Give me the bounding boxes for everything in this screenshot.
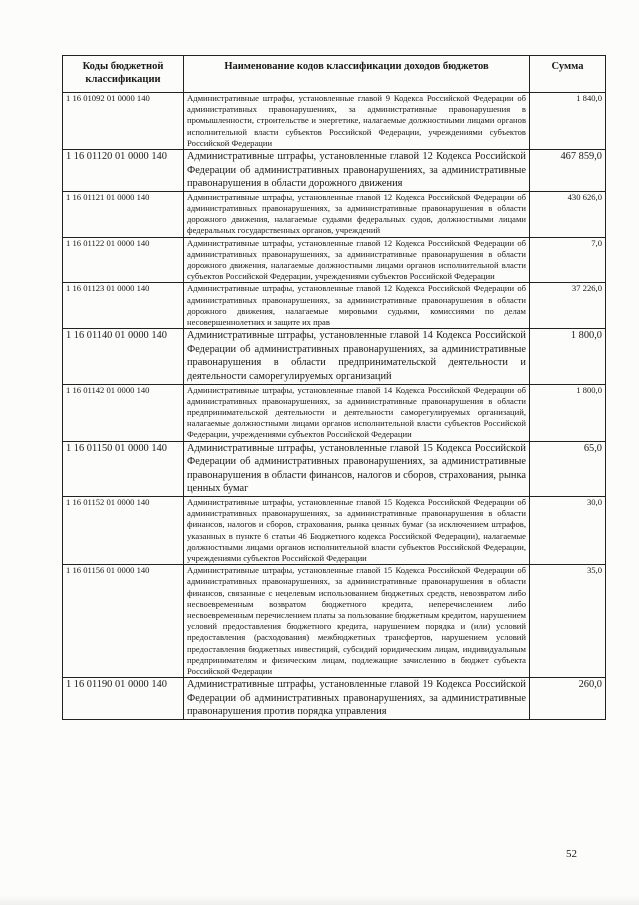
row-sum: 467 859,0: [530, 150, 606, 192]
row-code: 1 16 01140 01 0000 140: [63, 329, 184, 384]
row-code: 1 16 01142 01 0000 140: [63, 384, 184, 441]
row-sum: 37 226,0: [530, 283, 606, 329]
table-row: [63, 191, 606, 237]
table-row: [63, 150, 606, 192]
row-code: 1 16 01122 01 0000 140: [63, 237, 184, 283]
table-row: [63, 237, 606, 283]
row-code: 1 16 01123 01 0000 140: [63, 283, 184, 329]
row-name: Административные штрафы, установленные главой 15 Кодекса Российской Федерации об административных правонарушениях, за административные правонарушения в области финансов, связанные с нецелевым использованием бюджетных средств, невозвратом либо несвоевременным возвратом бюджетного кредита, неперечислением либо несвоевременным перечислением платы за пользование бюджетным кредитом, нарушением условий предоставления бюджетного кредита, нарушением порядка и (или) условий предоставления (расходования) межбюджетных трансфертов, нарушением условий предоставления бюджетных инвестиций, субсидий юридическим лицам, индивидуальным предпринимателям и физическим лицам, подлежащие зачислению в бюджет субъекта Российской Федерации: [184, 565, 530, 678]
page-number: 52: [566, 848, 577, 860]
row-sum: 1 800,0: [530, 329, 606, 384]
row-sum: 65,0: [530, 441, 606, 496]
row-sum: 1 800,0: [530, 384, 606, 441]
row-code: 1 16 01120 01 0000 140: [63, 150, 184, 192]
budget-revenue-table: [62, 55, 606, 720]
row-sum: 260,0: [530, 678, 606, 720]
table-header-row: [63, 56, 606, 93]
table-row: [63, 497, 606, 565]
table-row: [63, 283, 606, 329]
row-code: 1 16 01121 01 0000 140: [63, 191, 184, 237]
row-name: Административные штрафы, установленные главой 14 Кодекса Российской Федерации об административных правонарушениях, за административные правонарушения в области предпринимательской деятельности и деятельности саморегулируемых организаций, налагаемые должностными лицами органов исполнительной власти субъектов Российской Федерации, учреждениями субъектов Российской Федерации: [184, 384, 530, 441]
table-body: [63, 93, 606, 720]
row-sum: 30,0: [530, 497, 606, 565]
table-row: [63, 441, 606, 496]
header-sum: Сумма: [530, 56, 606, 93]
row-name: Административные штрафы, установленные главой 9 Кодекса Российской Федерации об административных правонарушениях, за административные правонарушения в промышленности, строительстве и энергетике, налагаемые должностными лицами органов исполнительной власти субъектов Российской Федерации, учреждениями субъектов Российской Федерации: [184, 93, 530, 150]
table-row: [63, 678, 606, 720]
row-name: Административные штрафы, установленные главой 15 Кодекса Российской Федерации об административных правонарушениях, за административные правонарушения в области финансов, налогов и сборов, страхования, рынка ценных бумаг: [184, 441, 530, 496]
row-code: 1 16 01092 01 0000 140: [63, 93, 184, 150]
row-sum: 1 840,0: [530, 93, 606, 150]
row-code: 1 16 01150 01 0000 140: [63, 441, 184, 496]
row-name: Административные штрафы, установленные главой 15 Кодекса Российской Федерации об административных правонарушениях, за административные правонарушения в области финансов, налогов и сборов, страхования, рынка ценных бумаг (за исключением штрафов, указанных в пункте 6 статьи 46 Бюджетного кодекса Российской Федерации), налагаемые должностными лицами органов исполнительной власти субъектов Российской Федерации, учреждениями субъектов Российской Федерации: [184, 497, 530, 565]
row-code: 1 16 01156 01 0000 140: [63, 565, 184, 678]
row-name: Административные штрафы, установленные главой 12 Кодекса Российской Федерации об административных правонарушениях, за административные правонарушения в области дорожного движения: [184, 150, 530, 192]
row-sum: 35,0: [530, 565, 606, 678]
table-row: [63, 93, 606, 150]
table-row: [63, 384, 606, 441]
row-name: Административные штрафы, установленные главой 14 Кодекса Российской Федерации об административных правонарушениях, за административные правонарушения в области предпринимательской деятельности и деятельности саморегулируемых организаций: [184, 329, 530, 384]
header-code: Коды бюджетной классификации: [63, 56, 184, 93]
row-name: Административные штрафы, установленные главой 12 Кодекса Российской Федерации об административных правонарушениях, за административные правонарушения в области дорожного движения, налагаемые судьями федеральных судов, должностными лицами федеральных государственных органов, учреждений: [184, 191, 530, 237]
row-sum: 7,0: [530, 237, 606, 283]
scan-edge-shadow: [0, 895, 639, 905]
row-name: Административные штрафы, установленные главой 19 Кодекса Российской Федерации об административных правонарушениях, за административные правонарушения против порядка управления: [184, 678, 530, 720]
table-row: [63, 565, 606, 678]
row-code: 1 16 01190 01 0000 140: [63, 678, 184, 720]
row-name: Административные штрафы, установленные главой 12 Кодекса Российской Федерации об административных правонарушениях, за административные правонарушения в области дорожного движения, налагаемые мировыми судьями, комиссиями по делам несовершеннолетних и защите их прав: [184, 283, 530, 329]
header-name: Наименование кодов классификации доходов бюджетов: [184, 56, 530, 93]
row-code: 1 16 01152 01 0000 140: [63, 497, 184, 565]
row-sum: 430 626,0: [530, 191, 606, 237]
row-name: Административные штрафы, установленные главой 12 Кодекса Российской Федерации об административных правонарушениях, за административные правонарушения в области дорожного движения, налагаемые должностными лицами органов исполнительной власти субъектов Российской Федерации, учреждениями субъектов Российской Федерации: [184, 237, 530, 283]
table-row: [63, 329, 606, 384]
